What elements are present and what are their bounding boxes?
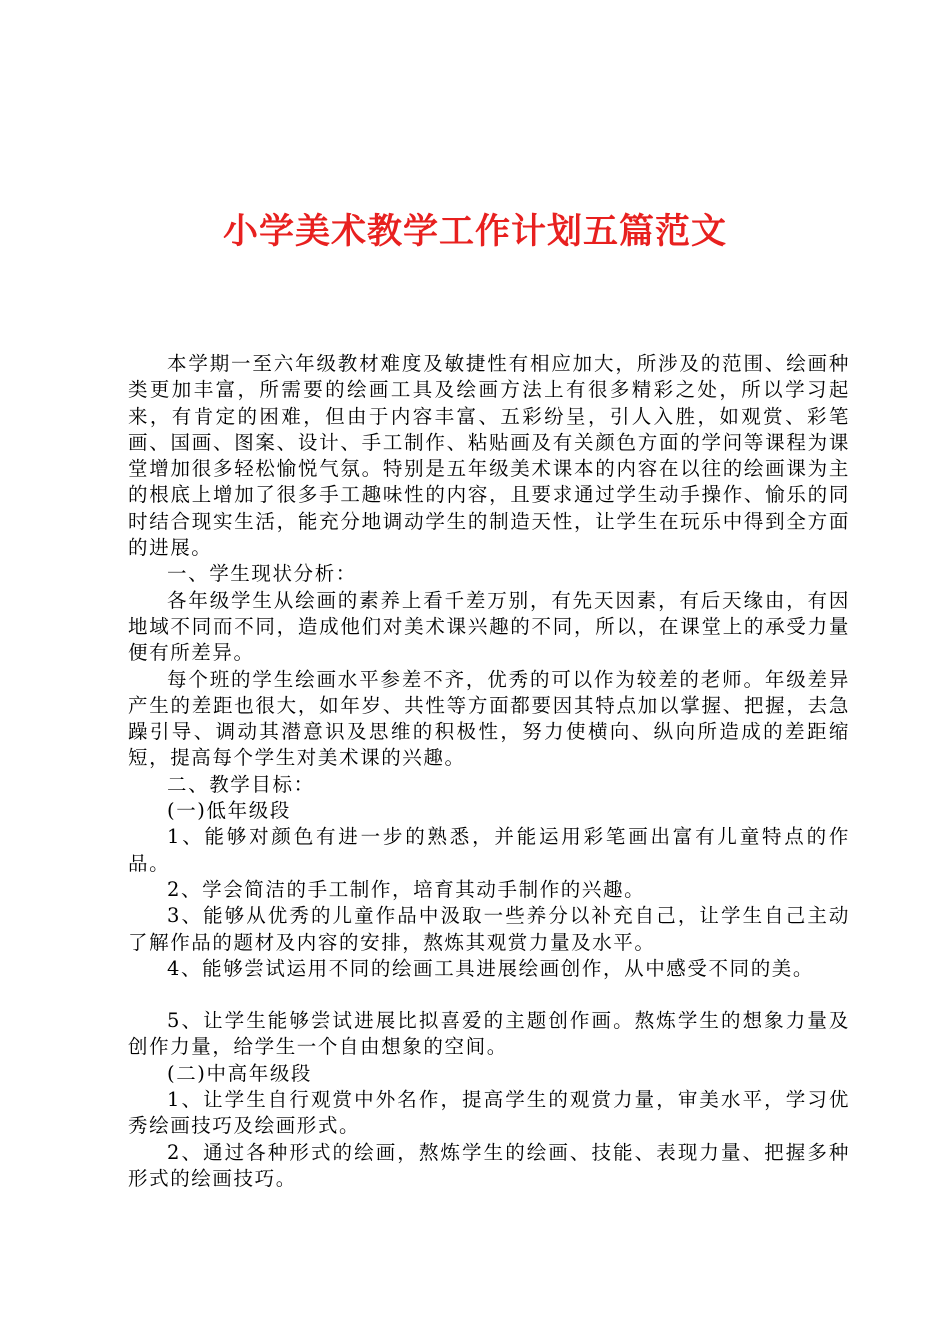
document-body xyxy=(128,351,850,1192)
list-item: 4、能够尝试运用不同的绘画工具进展绘画创作，从中感受不同的美。 xyxy=(167,956,815,980)
section-heading-student-analysis: 一、学生现状分析： xyxy=(167,562,357,586)
list-item: 1、能够对颜色有进一步的熟悉，并能运用彩笔画出富有儿童特点的作品。 xyxy=(128,825,850,875)
body-paragraph: 本学期一至六年级教材难度及敏捷性有相应加大，所涉及的范围、绘画种类更加丰富，所需要的绘画工具及绘画方法上有很多精彩之处，所以学习起来，有肯定的困难，但由于内容丰富、五彩纷呈，引人入胜，如观赏、彩笔画、国画、图案、设计、手工制作、粘贴画及有关颜色方面的学问等课程为课堂增加很多轻松愉悦气氛。特别是五年级美术课本的内容在以往的绘画课为主的根底上增加了很多手工趣味性的内容，且要求通过学生动手操作、愉乐的同时结合现实生活，能充分地调动学生的制造天性，让学生在玩乐中得到全方面的进展。 xyxy=(128,352,850,560)
list-item: 2、学会简洁的手工制作，培育其动手制作的兴趣。 xyxy=(167,877,646,901)
body-paragraph: 各年级学生从绘画的素养上看千差万别，有先天因素，有后天缘由，有因地域不同而不同，造成他们对美术课兴趣的不同，所以，在课堂上的承受力量便有所差异。 xyxy=(128,588,850,665)
subsection-heading-upper-grades: (二)中高年级段 xyxy=(167,1061,313,1085)
list-item: 3、能够从优秀的儿童作品中汲取一些养分以补充自己，让学生自己主动了解作品的题材及内容的安排，熬炼其观赏力量及水平。 xyxy=(128,904,850,954)
document-title: 小学美术教学工作计划五篇范文 xyxy=(222,211,727,252)
list-item: 2、通过各种形式的绘画，熬炼学生的绘画、技能、表现力量、把握多种形式的绘画技巧。 xyxy=(128,1140,850,1190)
list-item: 1、让学生自行观赏中外名作，提高学生的观赏力量，审美水平，学习优秀绘画技巧及绘画形式。 xyxy=(128,1088,850,1138)
list-item: 5、让学生能够尝试进展比拟喜爱的主题创作画。熬炼学生的想象力量及创作力量，给学生一个自由想象的空间。 xyxy=(128,1009,850,1059)
body-paragraph: 每个班的学生绘画水平参差不齐，优秀的可以作为较差的老师。年级差异产生的差距也很大，如年岁、共性等方面都要因其特点加以掌握、把握，去急躁引导、调动其潜意识及思维的积极性，努力使横向、纵向所造成的差距缩短，提高每个学生对美术课的兴趣。 xyxy=(128,667,850,770)
section-heading-teaching-goals: 二、教学目标： xyxy=(167,772,315,796)
subsection-heading-lower-grades: (一)低年级段 xyxy=(167,799,291,823)
